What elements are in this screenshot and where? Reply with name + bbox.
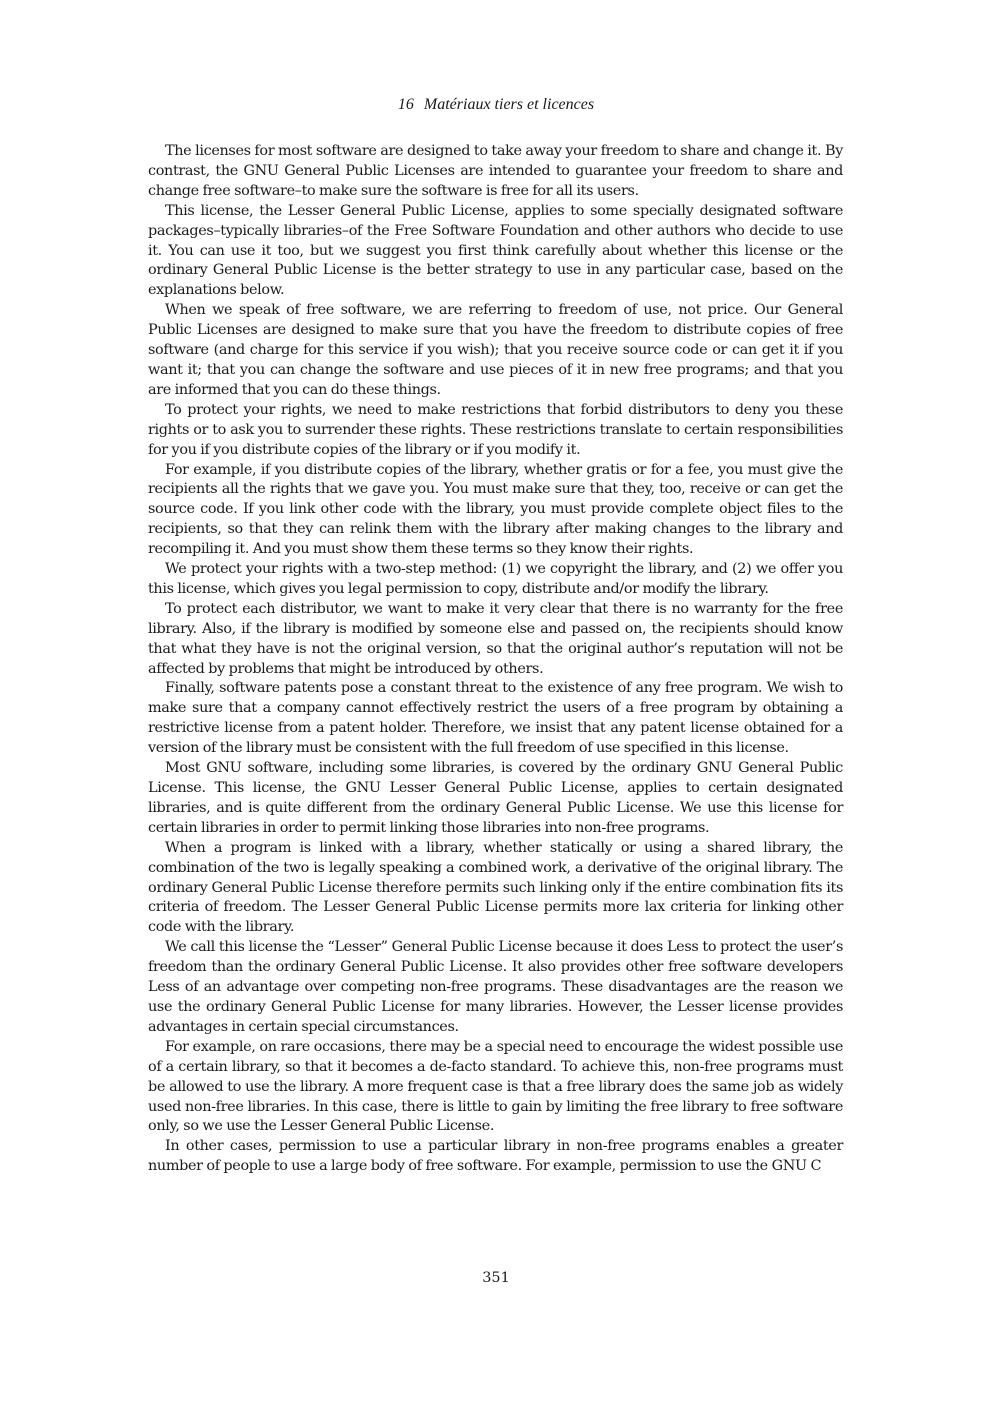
- paragraph: When a program is linked with a library, whether statically or using a shared library, the combination of the two is legally speaking a combined work, a derivative of the original library. The ordinary General Public License therefore permits such linking only if the entire combination fits its criteria of freedom. The Lesser General Public License permits more lax criteria for linking other code with the library.: [148, 839, 843, 936]
- paragraph: In other cases, permission to use a particular library in non-free programs enables a greater number of people to use a large body of free software. For example, permission to use the GNU C: [148, 1138, 843, 1175]
- paragraph: This license, the Lesser General Public License, applies to some specially designated software packages–typically libraries–of the Free Software Foundation and other authors who decide to use it. You can use it too, but we suggest you first think carefully about whether this license or the ordinary General Public License is the better strategy to use in any particular case, based on the explanations below.: [148, 202, 843, 299]
- paragraph: When we speak of free software, we are referring to freedom of use, not price. Our General Public Licenses are designed to make sure that you have the freedom to distribute copies of free software (and charge for this service if you wish); that you receive source code or can get it if you want it; that you can change the software and use pieces of it in new free programs; and that you are informed that you can do these things.: [148, 302, 843, 398]
- paragraph: Most GNU software, including some libraries, is covered by the ordinary GNU General Public License. This license, the GNU Lesser General Public License, applies to certain designated libraries, and is quite different from the ordinary General Public License. We use this license for certain libraries in order to permit linking those libraries into non-free programs.: [148, 760, 843, 836]
- paragraph: To protect each distributor, we want to make it very clear that there is no warranty for the free library. Also, if the library is modified by someone else and passed on, the recipients should know that what they have is not the original version, so that the original author’s reputation will not be affected by problems that might be introduced by others.: [148, 600, 843, 677]
- license-preamble-body: [148, 142, 843, 1177]
- chapter-title: Matériaux tiers et licences: [423, 96, 595, 113]
- paragraph: To protect your rights, we need to make restrictions that forbid distributors to deny you these rights or to ask you to surrender these rights. These restrictions translate to certain responsibilities for you if you distribute copies of the library or if you modify it.: [148, 401, 843, 458]
- paragraph: The licenses for most software are designed to take away your freedom to share and change it. By contrast, the GNU General Public Licenses are intended to guarantee your freedom to share and change free software–to make sure the software is free for all its users.: [148, 143, 843, 199]
- paragraph: We protect your rights with a two-step method: (1) we copyright the library, and (2) we offer you this license, which gives you legal permission to copy, distribute and/or modify the library.: [148, 561, 843, 597]
- paragraph: For example, if you distribute copies of the library, whether gratis or for a fee, you must give the recipients all the rights that we gave you. You must make sure that they, too, receive or can get the source code. If you link other code with the library, you must provide complete object files to the recipients, so that they can relink them with the library after making changes to the library and recompiling it. And you must show them these terms so they know their rights.: [148, 461, 843, 558]
- paragraph: We call this license the “Lesser” General Public License because it does Less to protect the user’s freedom than the ordinary General Public License. It also provides other free software developers Less of an advantage over competing non-free programs. These disadvantages are the reason we use the ordinary General Public License for many libraries. However, the Lesser license provides advantages in certain special circumstances.: [148, 939, 843, 1035]
- page-number: 351: [482, 1270, 510, 1286]
- chapter-number: 16: [397, 96, 414, 113]
- paragraph: Finally, software patents pose a constant threat to the existence of any free program. We wish to make sure that a company cannot effectively restrict the users of a free program by obtaining a restrictive license from a patent holder. Therefore, we insist that any patent license obtained for a version of the library must be consistent with the full freedom of use specified in this license.: [148, 680, 843, 757]
- running-header: [0, 95, 992, 115]
- paragraph: For example, on rare occasions, there may be a special need to encourage the widest possible use of a certain library, so that it becomes a de-facto standard. To achieve this, non-free programs must be allowed to use the library. A more frequent case is that a free library does the same job as widely used non-free libraries. In this case, there is little to gain by limiting the free library to free software only, so we use the Lesser General Public License.: [148, 1038, 843, 1135]
